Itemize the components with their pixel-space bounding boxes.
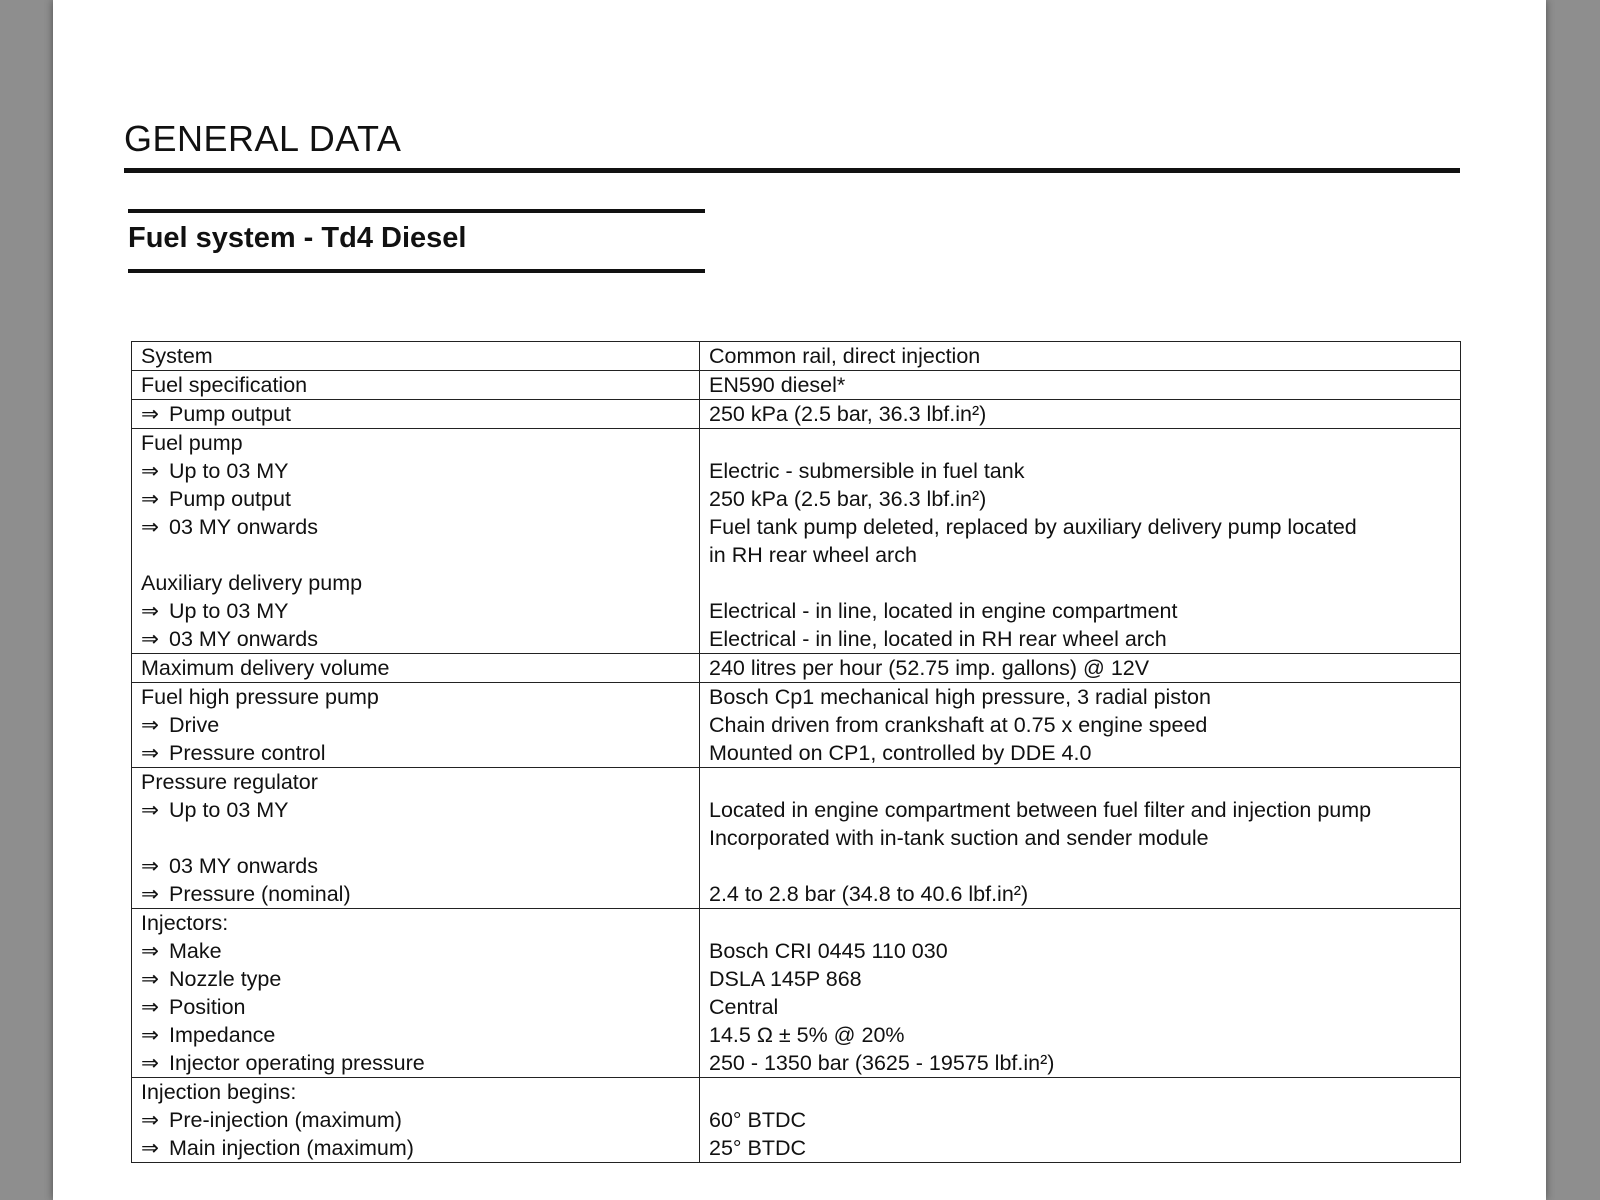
- arrow-icon: ⇒: [141, 627, 160, 651]
- spec-value-cell: [700, 400, 1461, 429]
- spec-parameter-label: Make: [169, 939, 222, 963]
- spec-value-cell: [700, 654, 1461, 683]
- spec-value-text: EN590 diesel*: [709, 373, 846, 397]
- spec-parameter-line: [141, 1049, 691, 1077]
- spec-parameter-cell: [132, 371, 700, 400]
- spec-value-text: DSLA 145P 868: [709, 967, 862, 991]
- spec-value-line: [709, 400, 1452, 428]
- spec-value-text: Electric - submersible in fuel tank: [709, 459, 1025, 483]
- spec-parameter-cell: [132, 654, 700, 683]
- table-row: [132, 1078, 1461, 1163]
- section-title: Fuel system - Td4 Diesel: [128, 222, 467, 254]
- spec-parameter-line: [141, 965, 691, 993]
- spec-parameter-cell: [132, 1078, 700, 1163]
- spec-parameter-label: Up to 03 MY: [169, 459, 289, 483]
- spec-parameter-label: Drive: [169, 713, 220, 737]
- arrow-icon: ⇒: [141, 1136, 160, 1160]
- section-rule-top: [128, 209, 705, 213]
- spec-value-text: 250 kPa (2.5 bar, 36.3 lbf.in²): [709, 487, 987, 511]
- arrow-icon: ⇒: [141, 515, 160, 539]
- spec-value-line: [709, 965, 1452, 993]
- spec-parameter-label: Maximum delivery volume: [141, 656, 390, 680]
- table-row: [132, 909, 1461, 1078]
- spec-value-line: [709, 1021, 1452, 1049]
- spec-value-line: [709, 1134, 1452, 1162]
- spec-parameter-label: Nozzle type: [169, 967, 282, 991]
- spec-value-text: 250 kPa (2.5 bar, 36.3 lbf.in²): [709, 402, 987, 426]
- spec-parameter-line: [141, 739, 691, 767]
- spec-value-cell: [700, 371, 1461, 400]
- spec-parameter-cell: [132, 342, 700, 371]
- table-row: [132, 371, 1461, 400]
- spec-value-line: [709, 569, 1452, 597]
- spec-value-line: [709, 909, 1452, 937]
- page-title: GENERAL DATA: [124, 118, 402, 159]
- table-row: [132, 683, 1461, 768]
- spec-parameter-line: [141, 569, 691, 597]
- spec-parameter-line: [141, 625, 691, 653]
- spec-value-line: [709, 485, 1452, 513]
- spec-value-text: Incorporated with in-tank suction and sender module: [709, 826, 1209, 850]
- title-rule: [124, 168, 1460, 173]
- spec-value-line: [709, 541, 1452, 569]
- arrow-icon: ⇒: [141, 798, 160, 822]
- spec-value-line: [709, 371, 1452, 399]
- spec-value-text: Bosch CRI 0445 110 030: [709, 939, 948, 963]
- spec-parameter-line: [141, 824, 691, 852]
- spec-parameter-cell: [132, 909, 700, 1078]
- spec-value-cell: [700, 768, 1461, 909]
- spec-value-text: Central: [709, 995, 779, 1019]
- spec-parameter-label: Auxiliary delivery pump: [141, 571, 363, 595]
- spec-parameter-line: [141, 852, 691, 880]
- spec-value-line: [709, 597, 1452, 625]
- spec-value-line: [709, 1078, 1452, 1106]
- spec-parameter-label: Pump output: [169, 402, 291, 426]
- spec-parameter-line: [141, 768, 691, 796]
- spec-parameter-line: [141, 400, 691, 428]
- arrow-icon: ⇒: [141, 599, 160, 623]
- spec-parameter-label: Injectors:: [141, 911, 229, 935]
- spec-parameter-line: [141, 342, 691, 370]
- spec-value-text: Common rail, direct injection: [709, 344, 981, 368]
- arrow-icon: ⇒: [141, 995, 160, 1019]
- spec-parameter-line: [141, 457, 691, 485]
- spec-value-line: [709, 1049, 1452, 1077]
- table-row: [132, 768, 1461, 909]
- spec-value-text: Mounted on CP1, controlled by DDE 4.0: [709, 741, 1092, 765]
- spec-value-line: [709, 937, 1452, 965]
- spec-value-text: 25° BTDC: [709, 1136, 807, 1160]
- spec-parameter-label: Fuel specification: [141, 373, 308, 397]
- spec-value-line: [709, 852, 1452, 880]
- spec-value-line: [709, 429, 1452, 457]
- spec-parameter-line: [141, 371, 691, 399]
- spec-parameter-label: 03 MY onwards: [169, 627, 318, 651]
- spec-parameter-label: Position: [169, 995, 246, 1019]
- spec-value-line: [709, 625, 1452, 653]
- arrow-icon: ⇒: [141, 459, 160, 483]
- spec-value-text: 14.5 Ω ± 5% @ 20%: [709, 1023, 905, 1047]
- arrow-icon: ⇒: [141, 1023, 160, 1047]
- spec-parameter-label: Impedance: [169, 1023, 276, 1047]
- spec-value-text: Electrical - in line, located in engine compartment: [709, 599, 1178, 623]
- arrow-icon: ⇒: [141, 487, 160, 511]
- arrow-icon: ⇒: [141, 741, 160, 765]
- spec-parameter-label: Main injection (maximum): [169, 1136, 414, 1160]
- spec-parameter-label: System: [141, 344, 213, 368]
- spec-value-text: Electrical - in line, located in RH rear wheel arch: [709, 627, 1167, 651]
- spec-parameter-line: [141, 1021, 691, 1049]
- spec-parameter-line: [141, 937, 691, 965]
- table-row: [132, 654, 1461, 683]
- spec-parameter-label: Injection begins:: [141, 1080, 297, 1104]
- arrow-icon: ⇒: [141, 713, 160, 737]
- spec-parameter-line: [141, 1134, 691, 1162]
- spec-parameter-cell: [132, 400, 700, 429]
- spec-value-line: [709, 768, 1452, 796]
- spec-value-line: [709, 739, 1452, 767]
- spec-parameter-label: Fuel pump: [141, 431, 243, 455]
- spec-value-line: [709, 824, 1452, 852]
- document-page: [53, 0, 1546, 1200]
- spec-parameter-line: [141, 909, 691, 937]
- spec-parameter-line: [141, 711, 691, 739]
- spec-value-cell: [700, 429, 1461, 654]
- spec-parameter-label: Pump output: [169, 487, 291, 511]
- spec-parameter-line: [141, 513, 691, 541]
- spec-value-text: 240 litres per hour (52.75 imp. gallons) @ 12V: [709, 656, 1150, 680]
- table-row: [132, 429, 1461, 654]
- spec-parameter-cell: [132, 768, 700, 909]
- spec-parameter-label: 03 MY onwards: [169, 515, 318, 539]
- spec-value-line: [709, 880, 1452, 908]
- spec-value-text: Fuel tank pump deleted, replaced by auxiliary delivery pump located: [709, 515, 1357, 539]
- spec-parameter-line: [141, 429, 691, 457]
- spec-value-cell: [700, 683, 1461, 768]
- spec-value-text: 250 - 1350 bar (3625 - 19575 lbf.in²): [709, 1051, 1055, 1075]
- spec-value-text: Chain driven from crankshaft at 0.75 x engine speed: [709, 713, 1208, 737]
- spec-parameter-line: [141, 993, 691, 1021]
- arrow-icon: ⇒: [141, 854, 160, 878]
- spec-parameter-label: Pre-injection (maximum): [169, 1108, 402, 1132]
- table-row: [132, 342, 1461, 371]
- spec-value-text: Located in engine compartment between fuel filter and injection pump: [709, 798, 1372, 822]
- spec-value-line: [709, 654, 1452, 682]
- spec-parameter-label: Pressure (nominal): [169, 882, 351, 906]
- spec-parameter-line: [141, 654, 691, 682]
- spec-parameter-label: Pressure regulator: [141, 770, 318, 794]
- spec-value-line: [709, 711, 1452, 739]
- arrow-icon: ⇒: [141, 939, 160, 963]
- arrow-icon: ⇒: [141, 967, 160, 991]
- spec-parameter-label: Up to 03 MY: [169, 798, 289, 822]
- arrow-icon: ⇒: [141, 1108, 160, 1132]
- spec-parameter-line: [141, 1106, 691, 1134]
- spec-value-text: 2.4 to 2.8 bar (34.8 to 40.6 lbf.in²): [709, 882, 1029, 906]
- spec-value-text: in RH rear wheel arch: [709, 543, 917, 567]
- spec-value-cell: [700, 1078, 1461, 1163]
- spec-table-body: [132, 342, 1461, 1163]
- section-rule-bottom: [128, 269, 705, 273]
- spec-parameter-line: [141, 1078, 691, 1106]
- spec-value-cell: [700, 909, 1461, 1078]
- spec-parameter-line: [141, 796, 691, 824]
- spec-parameter-label: Pressure control: [169, 741, 326, 765]
- spec-value-line: [709, 796, 1452, 824]
- arrow-icon: ⇒: [141, 1051, 160, 1075]
- spec-value-text: Bosch Cp1 mechanical high pressure, 3 radial piston: [709, 685, 1211, 709]
- spec-parameter-cell: [132, 683, 700, 768]
- spec-value-line: [709, 1106, 1452, 1134]
- spec-parameter-line: [141, 485, 691, 513]
- spec-value-text: 60° BTDC: [709, 1108, 807, 1132]
- spec-parameter-label: Up to 03 MY: [169, 599, 289, 623]
- spec-value-line: [709, 683, 1452, 711]
- spec-parameter-line: [141, 541, 691, 569]
- spec-parameter-cell: [132, 429, 700, 654]
- spec-value-line: [709, 513, 1452, 541]
- spec-parameter-label: Injector operating pressure: [169, 1051, 425, 1075]
- spec-parameter-line: [141, 597, 691, 625]
- arrow-icon: ⇒: [141, 882, 160, 906]
- fuel-system-spec-table: [131, 341, 1461, 1163]
- spec-parameter-line: [141, 683, 691, 711]
- spec-parameter-line: [141, 880, 691, 908]
- spec-value-line: [709, 457, 1452, 485]
- spec-value-cell: [700, 342, 1461, 371]
- spec-value-line: [709, 342, 1452, 370]
- arrow-icon: ⇒: [141, 402, 160, 426]
- spec-value-line: [709, 993, 1452, 1021]
- table-row: [132, 400, 1461, 429]
- spec-parameter-label: Fuel high pressure pump: [141, 685, 379, 709]
- spec-parameter-label: 03 MY onwards: [169, 854, 318, 878]
